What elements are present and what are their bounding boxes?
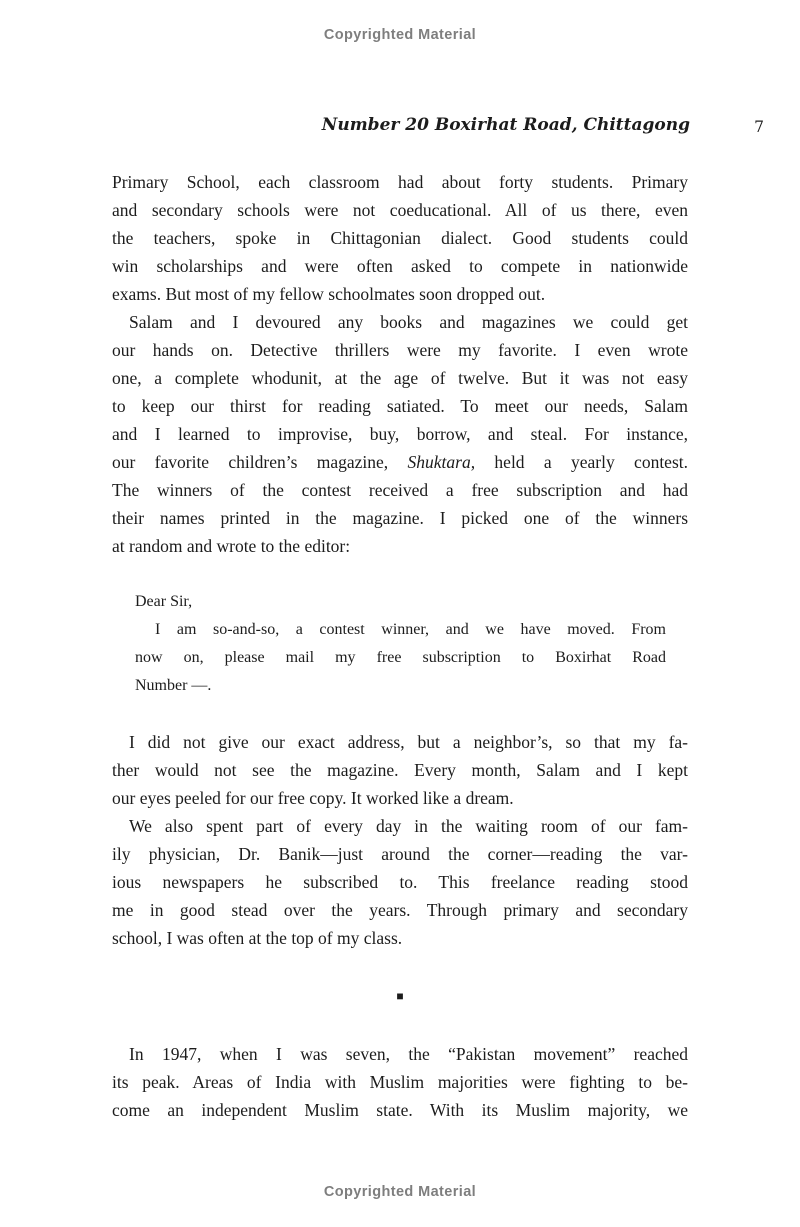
- text-line: now on, please mail my free subscription to Boxirhat Road: [135, 649, 666, 666]
- text-line: come an independent Muslim state. With its Muslim majority, we: [112, 1100, 688, 1120]
- text-line: and secondary schools were not coeducational. All of us there, even: [112, 200, 688, 220]
- paragraph: [112, 308, 688, 560]
- text-line: its peak. Areas of India with Muslim majorities were fighting to be-: [112, 1072, 688, 1092]
- paragraph: [112, 812, 688, 952]
- text-line: ther would not see the magazine. Every month, Salam and I kept: [112, 760, 688, 780]
- text-line: school, I was often at the top of my class.: [112, 928, 403, 948]
- text-line: ious newspapers he subscribed to. This freelance reading stood: [112, 872, 688, 892]
- text-line: our hands on. Detective thrillers were my favorite. I even wrote: [112, 340, 688, 360]
- paragraph: [112, 168, 688, 308]
- text-line: Salam and I devoured any books and magazines we could get: [129, 312, 688, 332]
- text-line: ily physician, Dr. Banik—just around the corner—reading the var-: [112, 844, 688, 864]
- text-line: one, a complete whodunit, at the age of twelve. But it was not easy: [112, 368, 688, 388]
- copyright-notice-top: Copyrighted Material: [323, 27, 477, 43]
- text-line: In 1947, when I was seven, the “Pakistan movement” reached: [129, 1044, 688, 1064]
- body-text: [112, 168, 688, 1124]
- text-line: win scholarships and were often asked to compete in nationwide: [112, 256, 688, 276]
- text-line: our favorite children’s magazine, Shuktara, held a yearly contest.: [112, 452, 688, 472]
- section-break-icon: ■: [396, 989, 404, 1003]
- paragraph: [112, 1040, 688, 1124]
- paragraph: [112, 728, 688, 812]
- text-line: me in good stead over the years. Through primary and secondary: [112, 900, 688, 920]
- text-line: I am so-and-so, a contest winner, and we have moved. From: [155, 621, 666, 638]
- text-line: The winners of the contest received a free subscription and had: [112, 480, 688, 500]
- text-line: our eyes peeled for our free copy. It worked like a dream.: [112, 788, 514, 808]
- text-line: Number —.: [135, 677, 212, 694]
- text-line: exams. But most of my fellow schoolmates soon dropped out.: [112, 284, 546, 304]
- text-line: to keep our thirst for reading satiated. To meet our needs, Salam: [112, 396, 688, 416]
- text-line: the teachers, spoke in Chittagonian dialect. Good students could: [112, 228, 688, 248]
- text-line: at random and wrote to the editor:: [112, 536, 351, 556]
- text-line: Dear Sir,: [135, 593, 193, 610]
- text-line: their names printed in the magazine. I picked one of the winners: [112, 508, 688, 528]
- text-line: and I learned to improvise, buy, borrow, and steal. For instance,: [112, 424, 688, 444]
- copyright-notice-bottom: Copyrighted Material: [323, 1184, 477, 1200]
- text-line: We also spent part of every day in the waiting room of our fam-: [129, 816, 688, 836]
- text-line: Primary School, each classroom had about forty students. Primary: [112, 172, 688, 192]
- page-number: 7: [754, 118, 764, 136]
- text-line: I did not give our exact address, but a neighbor’s, so that my fa-: [129, 732, 688, 752]
- letter-block: [135, 588, 666, 700]
- running-header: Number 20 Boxirhat Road, Chittagong: [321, 115, 690, 135]
